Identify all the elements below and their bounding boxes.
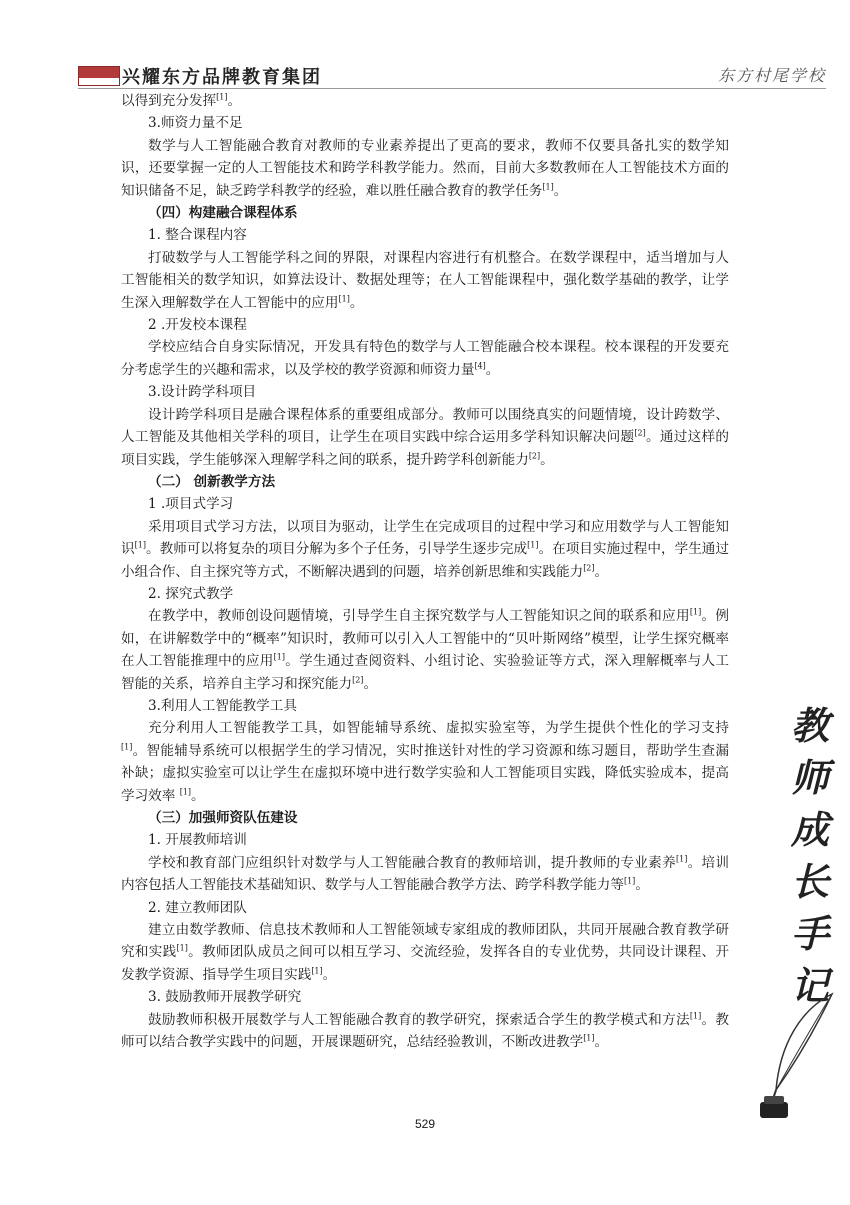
- citation-ref: [1]: [689, 607, 702, 617]
- paragraph: 学校应结合自身实际情况，开发具有特色的数学与人工智能融合校本课程。校本课程的开发要充分考虑学生的兴趣和需求，以及学校的教学资源和师资力量[4]。: [121, 339, 729, 378]
- citation-ref: [2]: [528, 450, 541, 460]
- paragraph: 鼓励教师积极开展数学与人工智能融合教育的教学研究，探索适合学生的教学模式和方法[1]。教师可以结合教学实践中的问题，开展课题研究，总结经验教训，不断改进教学[1]。: [121, 1011, 730, 1051]
- page-number: 529: [414, 1117, 436, 1131]
- side-title-char: 师: [790, 755, 829, 800]
- header-org-name: 兴耀东方品牌教育集团: [122, 67, 322, 88]
- paragraph: 建立由数学教师、信息技术教师和人工智能领域专家组成的教师团队，共同开展融合教育教学研究和实践[1]。教师团队成员之间可以相互学习、交流经验，发挥各自的专业优势，共同设计课程、开发教学资源、指导学生项目实践[1]。: [121, 922, 730, 983]
- side-title-char: 手: [790, 911, 829, 956]
- header-school-name: 东方村尾学校: [717, 66, 826, 85]
- citation-ref: [2]: [583, 563, 595, 572]
- citation-ref: [1]: [134, 540, 146, 550]
- paragraph: 数学与人工智能融合教育对教师的专业素养提出了更高的要求，教师不仅要具备扎实的数学知识，还要掌握一定的人工智能技术和跨学科教学能力。然而，目前大多数教师在人工智能技术方面的知识储备不足，缺乏跨学科教学的经验，难以胜任融合教育的教学任务[1]。: [121, 137, 729, 199]
- subsection-title: 1. 整合课程内容: [148, 227, 247, 244]
- citation-ref: [1]: [216, 92, 228, 102]
- side-title-char: 成: [790, 807, 829, 852]
- citation-ref: [1]: [675, 854, 688, 864]
- citation-ref: [1]: [623, 876, 636, 886]
- section-heading: （二） 创新教学方法: [148, 473, 276, 490]
- paragraph: 采用项目式学习方法，以项目为驱动，让学生在完成项目的过程中学习和应用数学与人工智能知识[1]。教师可以将复杂的项目分解为多个子任务，引导学生逐步完成[1]。在项目实施过程中，学生通过小组合作、自主探究等方式，不断解决遇到的问题，培养创新思维和实践能力[2]。: [121, 518, 730, 580]
- subsection-title: 3. 鼓励教师开展教学研究: [148, 989, 302, 1006]
- citation-ref: [2]: [352, 675, 364, 685]
- subsection-title: 1. 开展教师培训: [148, 832, 247, 849]
- section-heading: （三）加强师资队伍建设: [148, 810, 298, 826]
- citation-ref: [1]: [311, 966, 323, 976]
- section-heading: （四）构建融合课程体系: [148, 205, 298, 222]
- paragraph: 在教学中，教师创设问题情境，引导学生自主探究数学与人工智能知识之间的联系和应用[1]。例如，在讲解数学中的“概率”知识时，教师可以引入人工智能中的“贝叶斯网络”模型，让学生探究概率在人工智能推理中的应用[1]。学生通过查阅资料、小组讨论、实验验证等方式，深入理解概率与人工智能的关系，培养自主学习和探究能力[2]。: [121, 607, 730, 692]
- subsection-title: 2. 建立教师团队: [148, 899, 247, 916]
- subsection-title: 3.师资力量不足: [148, 115, 243, 132]
- side-title-char: 教: [790, 703, 829, 748]
- citation-ref: [1]: [542, 182, 554, 192]
- header-divider: [78, 88, 826, 89]
- paragraph: 打破数学与人工智能学科之间的界限，对课程内容进行有机整合。在数学课程中，适当增加与人工智能相关的数学知识，如算法设计、数据处理等；在人工智能课程中，强化数学基础的教学，让学生深入理解数学在人工智能中的应用[1]。: [121, 249, 729, 311]
- citation-ref: [1]: [527, 540, 539, 550]
- paragraph: 学校和教育部门应组织针对数学与人工智能融合教育的教师培训，提升教师的专业素养[1]。培训内容包括人工智能技术基础知识、数学与人工智能融合教学方法、跨学科教学能力等[1]。: [121, 854, 730, 894]
- subsection-title: 1 .项目式学习: [148, 496, 234, 513]
- citation-ref: [4]: [474, 361, 486, 371]
- subsection-title: 3.设计跨学科项目: [148, 384, 257, 401]
- citation-ref: [1]: [121, 742, 133, 752]
- side-title: [780, 700, 840, 1012]
- citation-ref: [1]: [273, 652, 285, 662]
- citation-ref: [1]: [176, 943, 188, 953]
- paragraph: 设计跨学科项目是融合课程体系的重要组成部分。教师可以围绕真实的问题情境，设计跨数学、人工智能及其他相关学科的项目，让学生在项目实践中综合运用多学科知识解决问题[2]。通过这样的项目实践，学生能够深入理解学科之间的联系，提升跨学科创新能力[2]。: [121, 406, 730, 468]
- paragraph: 充分利用人工智能教学工具，如智能辅导系统、虚拟实验室等，为学生提供个性化的学习支持[1]。智能辅导系统可以根据学生的学习情况，实时推送针对性的学习资源和练习题目，帮助学生查漏补缺；虚拟实验室可以让学生在虚拟环境中进行数学实验和人工智能项目实践，降低实验成本，提高学习效率 [1]。: [121, 720, 729, 804]
- citation-ref: [1]: [689, 1011, 702, 1021]
- group-logo: [78, 66, 120, 86]
- citation-ref: [1]: [179, 787, 192, 797]
- side-title-char: 长: [790, 859, 829, 904]
- side-title-char: 记: [790, 963, 829, 1008]
- article-body: [121, 90, 729, 1053]
- quill-pen-icon: [760, 990, 840, 1120]
- subsection-title: 2. 探究式教学: [148, 585, 234, 602]
- citation-ref: [1]: [583, 1033, 595, 1043]
- subsection-title: 3.利用人工智能教学工具: [148, 697, 297, 714]
- subsection-title: 2 .开发校本课程: [148, 317, 247, 334]
- citation-ref: [1]: [338, 294, 350, 304]
- citation-ref: [2]: [634, 428, 646, 438]
- paragraph: 以得到充分发挥[1]。: [121, 92, 242, 109]
